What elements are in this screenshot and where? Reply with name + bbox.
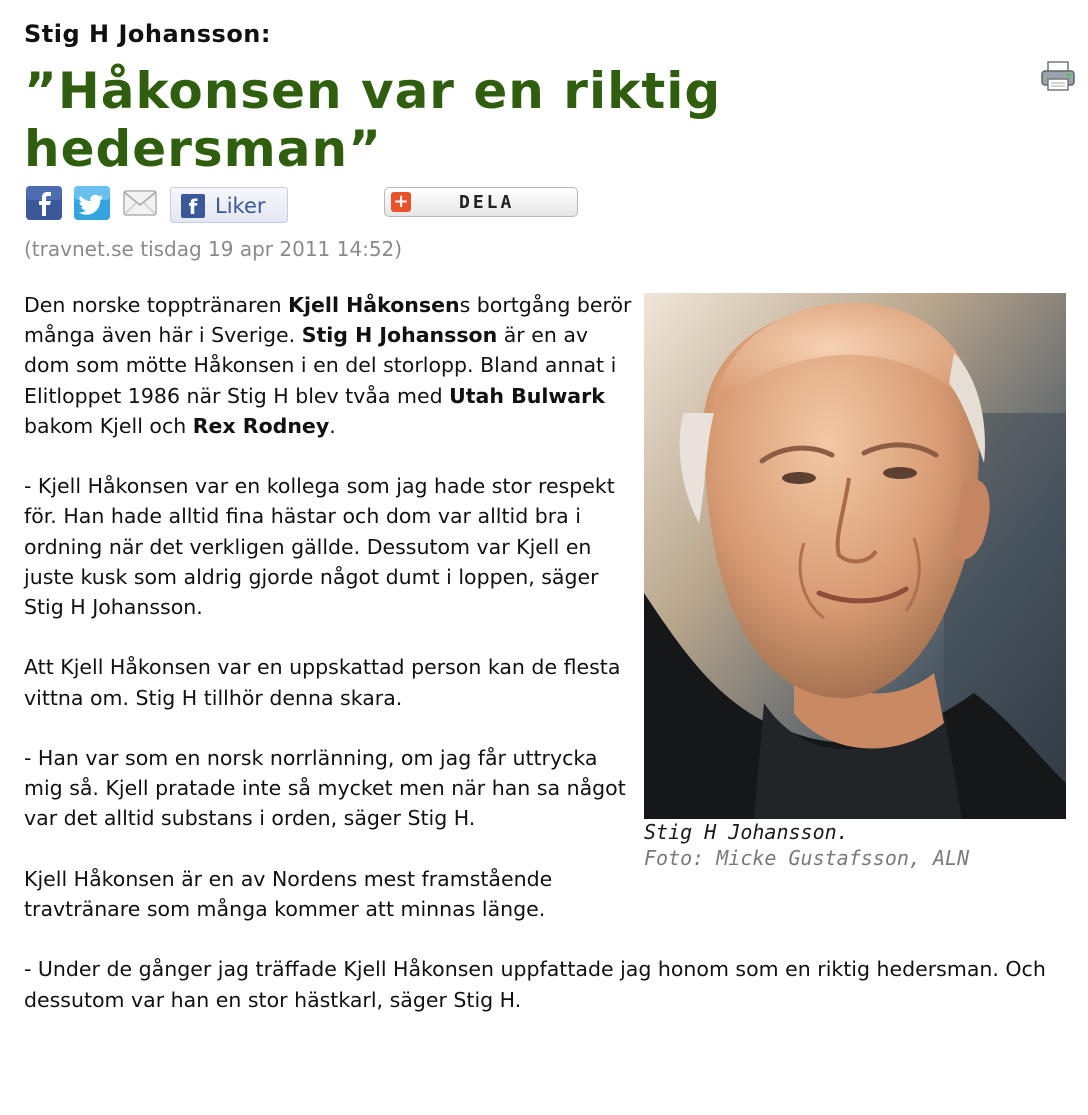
paragraph-6: - Under de gånger jag träffade Kjell Håkonsen uppfattade jag honom som en riktig hedersman. Och dessutom var han en stor hästkarl, säger Stig H.: [24, 957, 1046, 1012]
share-label: DELA: [459, 192, 515, 213]
plus-icon: +: [391, 192, 411, 212]
text-run: är en av dom som mötte Håkonsen i en del storlopp. Bland annat i Elitloppet 1986 när Stig H blev tvåa med: [24, 323, 617, 408]
twitter-icon[interactable]: [74, 186, 110, 220]
caption-name: Stig H Johansson.: [644, 820, 849, 844]
share-toolbar: [26, 186, 586, 226]
article-figure: [644, 293, 1068, 871]
bold-name: Utah Bulwark: [449, 383, 605, 408]
caption-credit: Foto: Micke Gustafsson, ALN: [644, 846, 970, 870]
text-run: .: [329, 413, 336, 438]
article-kicker: Stig H Johansson:: [24, 20, 271, 48]
figure-caption: [644, 819, 1068, 871]
paragraph-2: - Kjell Håkonsen var en kollega som jag hade stor respekt för. Han hade alltid fina hästar och dom var alltid bra i ordning när det verkligen gällde. Dessutom var Kjell en juste kusk som aldrig gjorde något dumt i loppen, säger Stig H Johansson.: [24, 474, 615, 620]
text-run: s bortgång berör många även här i Sverige.: [24, 293, 632, 348]
paragraph-5: Kjell Håkonsen är en av Nordens mest framstående travtränare som många kommer att minnas länge.: [24, 866, 553, 921]
share-button[interactable]: [384, 187, 578, 217]
printer-icon[interactable]: [1040, 60, 1076, 92]
article-body: [24, 290, 1064, 1045]
bold-name: Kjell Håkonsen: [288, 293, 460, 317]
paragraph-4: - Han var som en norsk norrlänning, om jag får uttrycka mig så. Kjell pratade inte så mycket men när han sa något var det alltid substans i orden, säger Stig H.: [24, 746, 626, 831]
facebook-icon[interactable]: [26, 186, 62, 220]
paragraph-3: Att Kjell Håkonsen var en uppskattad person kan de flesta vittna om. Stig H tillhör denna skara.: [24, 655, 621, 710]
portrait-photo: [644, 293, 1066, 819]
bold-name: Stig H Johansson: [301, 323, 498, 348]
facebook-like-icon: f: [181, 194, 205, 218]
text-run: Den norske topptränaren: [24, 293, 289, 317]
text-run: bakom Kjell och: [24, 413, 193, 438]
facebook-like-button[interactable]: [170, 187, 288, 223]
like-label: Liker: [215, 194, 266, 218]
email-icon[interactable]: [122, 186, 158, 220]
bold-name: Rex Rodney: [192, 413, 330, 438]
article-headline: ”Håkonsen var en riktig hedersman”: [24, 62, 722, 178]
article-dateline: (travnet.se tisdag 19 apr 2011 14:52): [24, 237, 403, 261]
